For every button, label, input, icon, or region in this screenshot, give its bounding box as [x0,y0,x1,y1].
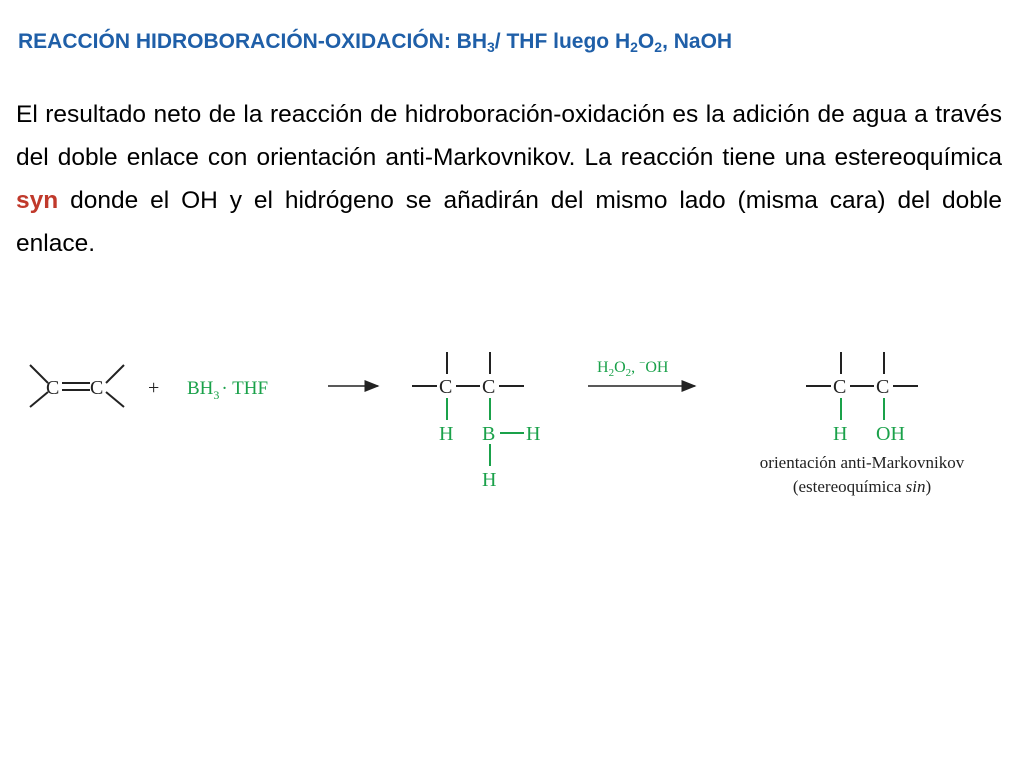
title-subscript-2b: 2 [654,39,663,55]
title-prefix: REACCIÓN HIDROBORACIÓN-OXIDACIÓN: BH [18,30,487,53]
title-suffix: , NaOH [662,30,733,53]
title-oxygen: O [637,30,655,53]
title-subscript-2a: 2 [630,39,638,55]
alkene-bond-bottom-right [106,392,124,407]
int-carbon-1: C [439,376,453,398]
prod-carbon-1: C [833,376,847,398]
reagent2-minus: − [639,357,646,369]
prod-hydrogen: H [833,423,848,445]
slide-title [18,30,1008,54]
paragraph-text-after: donde el OH y el hidrógeno se añadirán del mismo lado (misma cara) del doble enlace. [16,187,1002,257]
title-middle: / THF luego H [494,30,631,53]
explanation-paragraph [16,93,1002,265]
alkene-bond-top-right [106,365,124,383]
reagent-bh3-thf [187,378,268,402]
reagent-bh: BH [187,378,214,399]
reagent-thf: · THF [221,378,269,399]
caption-line2-suffix: ) [925,477,932,496]
caption-line2-prefix: (estereoquímica [792,477,906,496]
int-boron-h-right: H [526,423,541,445]
reagent2-sub-b: 2 [625,367,632,379]
reagent-peroxide-hydroxide [597,357,669,379]
reaction-scheme [0,330,1024,510]
reagent2-o: O [614,359,626,376]
plus-sign: + [148,377,160,399]
syn-highlight: syn [16,187,59,214]
caption-line2-italic: sin [905,477,926,496]
reagent2-h: H [597,359,609,376]
int-boron: B [482,423,496,445]
reagent2-sub-a: 2 [608,367,615,379]
int-boron-h-bottom: H [482,469,497,491]
title-subscript-3: 3 [487,39,495,55]
reagent2-oh: OH [645,359,669,376]
alkene-carbon-2: C [90,377,104,399]
alkene-structure [30,365,124,407]
paragraph-text-before: El resultado neto de la reacción de hidroboración-oxidación es la adición de agua a través del doble enlace con orientación anti-Markovnikov. La reacción tiene una estereoquímica [16,101,1002,171]
prod-carbon-2: C [876,376,890,398]
caption-stereochemistry [793,477,931,496]
reagent-subscript: 3 [213,388,220,402]
reagent2-sep: , [631,359,640,376]
int-hydrogen: H [439,423,454,445]
prod-hydroxyl: OH [876,423,905,445]
alkene-carbon-1: C [46,377,60,399]
caption-anti-markovnikov: orientación anti-Markovnikov [759,453,965,472]
alcohol-product [806,352,918,445]
organoborane-intermediate [412,352,540,491]
int-carbon-2: C [482,376,496,398]
